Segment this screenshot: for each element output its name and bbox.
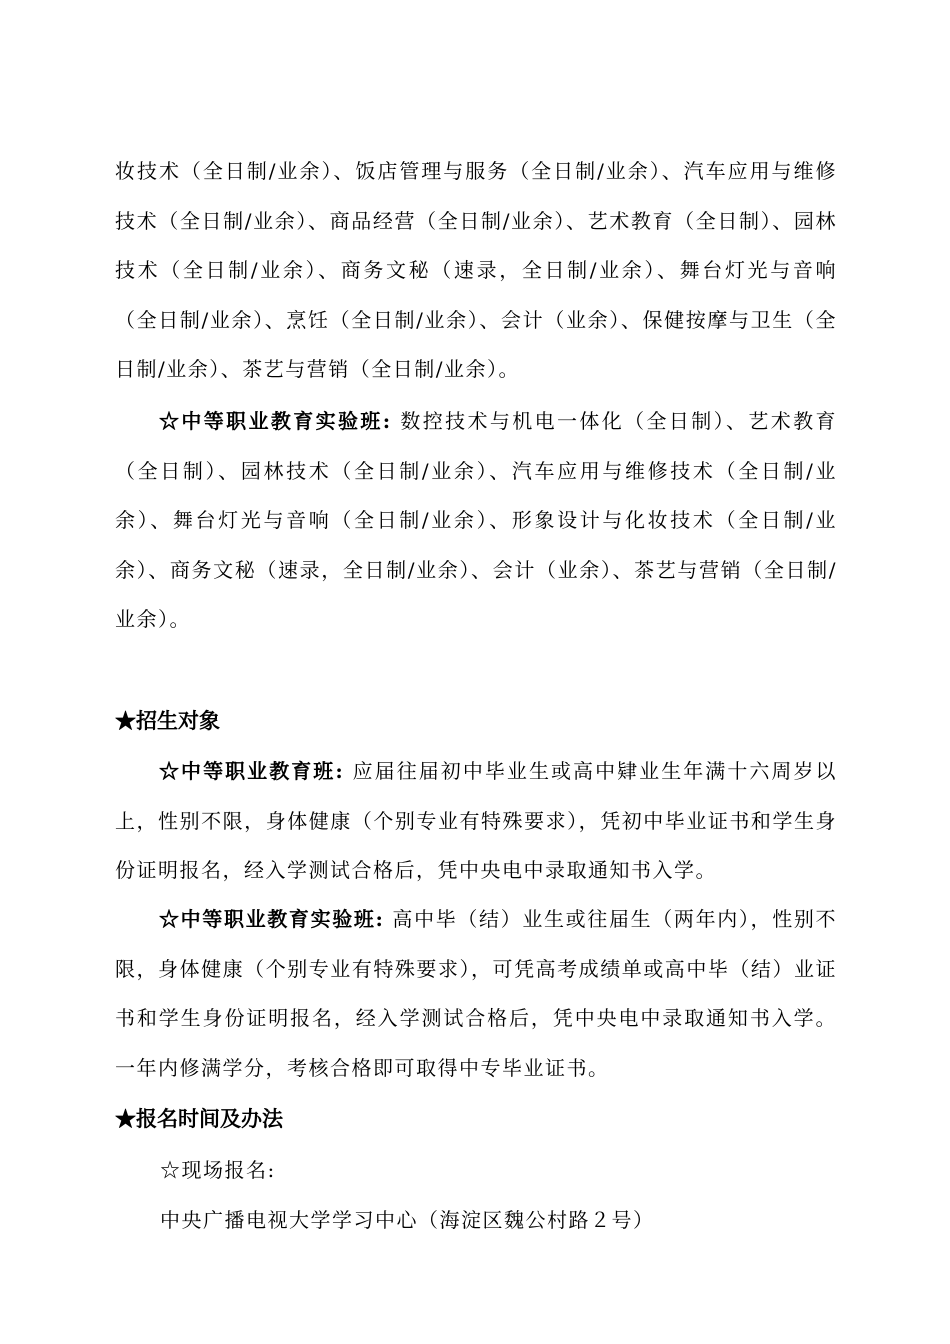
admission-class2-text: 高中毕（结）业生或往届生（两年内），性别不限，身体健康（个别专业有特殊要求），可凭高考成绩单或高中毕（结）业证书和学生身份证明报名，经入学测试合格后，凭中央电中录取通知书入学。一年内修满学分，考核合格即可取得中专毕业证书。 [115, 907, 837, 1080]
onsite-registration-label: ☆现场报名: [160, 1158, 276, 1182]
registration-location: 中央广播电视大学学习中心（海淀区魏公村路２号） [160, 1208, 655, 1232]
admission-class2-lead: ☆中等职业教育实验班: [159, 907, 385, 931]
admission-class1-paragraph [115, 747, 837, 896]
experimental-class-paragraph [115, 397, 837, 645]
intro-paragraph: 妆技术（全日制/业余）、饭店管理与服务（全日制/业余）、汽车应用与维修技术（全日制/业余）、商品经营（全日制/业余）、艺术教育（全日制）、园林技术（全日制/业余）、商务文秘（速录，全日制/业余）、舞台灯光与音响（全日制/业余）、烹饪（全日制/业余）、会计（业余）、保健按摩与卫生（全日制/业余）、茶艺与营销（全日制/业余）。 [115, 159, 837, 382]
admission-heading: ★招生对象 [115, 708, 220, 733]
admission-class1-text: 应届往届初中毕业生或高中肄业生年满十六周岁以上，性别不限，身体健康（个别专业有特殊要求），凭初中毕业证书和学生身份证明报名，经入学测试合格后，凭中央电中录取通知书入学。 [115, 759, 837, 883]
admission-class1-lead: ☆中等职业教育班: [159, 759, 345, 783]
experimental-class-lead: ☆中等职业教育实验班: [159, 409, 392, 433]
experimental-class-text: 数控技术与机电一体化（全日制）、艺术教育（全日制）、园林技术（全日制/业余）、汽车应用与维修技术（全日制/业余）、舞台灯光与音响（全日制/业余）、形象设计与化妆技术（全日制/业余）、商务文秘（速录，全日制/业余）、会计（业余）、茶艺与营销（全日制/业余）。 [115, 409, 837, 632]
admission-class2-paragraph [115, 895, 837, 1093]
registration-heading: ★报名时间及办法 [115, 1106, 283, 1131]
